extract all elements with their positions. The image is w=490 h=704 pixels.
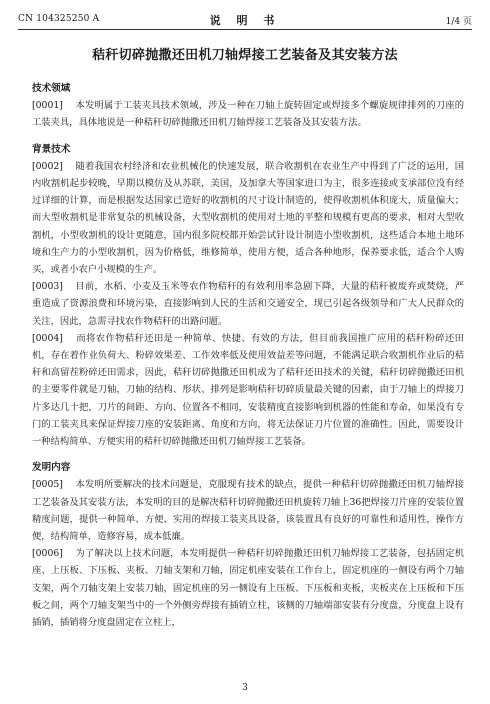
- section-heading-invention-content: 发明内容: [32, 462, 71, 474]
- paragraph: [32, 97, 464, 131]
- paragraph-number: [0004]: [32, 332, 63, 344]
- document-type: 说 明 书: [209, 14, 281, 27]
- paragraph: [32, 330, 464, 450]
- paragraph-text: 随着我国农村经济和农业机械化的快速发展，联合收割机在农业生产中得到了广泛的运用，国内收割机起步较晚，早期以模仿及从苏联，美国，及加拿大等国家进口为主，很多连接或支承部位没有经过详细的计算，而是根据发达国家已造好的收割机的尺寸设计制造的，使得收割机体积庞大，质量偏大；而大型收割机是非常复杂的机械设备，大型收割机的使用对土地的平整和规模有更高的要求，相对大型收割机，小型收割机的设计更随意，国内很多院校都开始尝试针设计制造小型收割机，这些适合本地土地环境和生产力的小型收割机，因为价格低，维修简单，使用方便，适合各种地形，保养要求低，适合个人购买，或者小农户小规模的生产。: [32, 160, 464, 276]
- header-divider: [18, 29, 472, 30]
- paragraph-number: [0006]: [32, 548, 63, 560]
- document-title: 秸秆切碎抛撒还田机刀轴焊接工艺装备及其安装方法: [92, 48, 398, 63]
- paragraph-text: 而将农作物秸秆还田是一种简单、快捷、有效的方法，但目前我国推广应用的秸秆粉碎还田机，存在着作业负荷大、粉碎效果差、工作效率低及使用效益差等问题，不能满足联合收割机作业后的秸秆和高留茬粉碎还田需求，因此，秸秆切碎抛撒还田机成为了秸秆还田技术的关键，秸秆切碎抛撒还田机的主要零件就是刀轴，刀轴的结构、形状、排列是影响秸秆切碎质量最关键的因素，由于刀轴上的焊接刀片多达几十把，刀片的间距、方向、位置各不相同，安装精度直接影响到机器的性能和寿命，如果没有专门的工装夹具来保证焊接刀座的安装距离、角度和方向，将无法保证刀片位置的准确性。因此，需要设计一种结构简单、方便实用的秸秆切碎抛撒还田机刀轴焊接工艺装备。: [32, 332, 464, 448]
- paragraph: [32, 158, 464, 278]
- paragraph-number: [0003]: [32, 281, 63, 293]
- section-heading-background: 背景技术: [32, 143, 71, 155]
- paragraph-text: 本发明属于工装夹具技术领域，涉及一种在刀轴上旋转固定或焊接多个螺旋规律排列的刀座的工装夹具，具体地说是一种秸秆切碎抛撒还田机刀轴焊接工艺装备及其安装方法。: [32, 100, 464, 129]
- paragraph-number: [0002]: [32, 160, 63, 172]
- section-heading-technical-field: 技术领域: [32, 83, 71, 94]
- paragraph-number: [0001]: [32, 100, 63, 112]
- paragraph-number: [0005]: [32, 479, 63, 491]
- paragraph-text: 本发明所要解决的技术问题是，克服现有技术的缺点，提供一种秸秆切碎抛撒还田机刀轴焊接工艺装备及其安装方法，本发明的目的是解决秸秆切碎抛撒还田机旋转刀轴上36把焊接刀片座的安装位置精度问题，提供一种简单、方便、实用的焊接工装夹具设备，该装置具有良好的可靠性和适用性，操作方便，结构简单，造修容易，成本低廉。: [32, 479, 464, 543]
- paragraph-text: 为了解决以上技术问题，本发明提供一种秸秆切碎抛撒还田机刀轴焊接工艺装备，包括固定机座、上压板、下压板、夹板、刀轴支架和刀轴，固定机座安装在工作台上，固定机座的一侧设有两个刀轴支架，两个刀轴支架上安装刀轴，固定机座的另一侧设有上压板、下压板和夹板，夹板夹在上压板和下压板之间，两个刀轴支架当中的一个外侧旁焊接有插销立柱，该侧的刀轴端部安装有分度盘，分度盘上设有插销，插销将分度盘固定在立柱上，: [32, 548, 464, 629]
- patent-number: CN 104325250 A: [18, 14, 100, 24]
- document-body: [32, 80, 464, 631]
- page-indicator: 1/4 页: [445, 17, 472, 27]
- page-footer-number: 3: [242, 683, 248, 693]
- page-header: [18, 12, 472, 28]
- paragraph: [32, 278, 464, 330]
- paragraph-text: 目前，水稻、小麦及玉米等农作物秸秆的有效利用率急剧下降，大量的秸秆被废弃或焚烧，严重造成了资源浪费和环境污染，直接影响到人民的生活和交通安全，现已引起各级领导和广大人民群众的关注，因此，急需寻找农作物秸秆的出路问题。: [32, 281, 464, 327]
- paragraph: [32, 545, 464, 631]
- paragraph: [32, 476, 464, 545]
